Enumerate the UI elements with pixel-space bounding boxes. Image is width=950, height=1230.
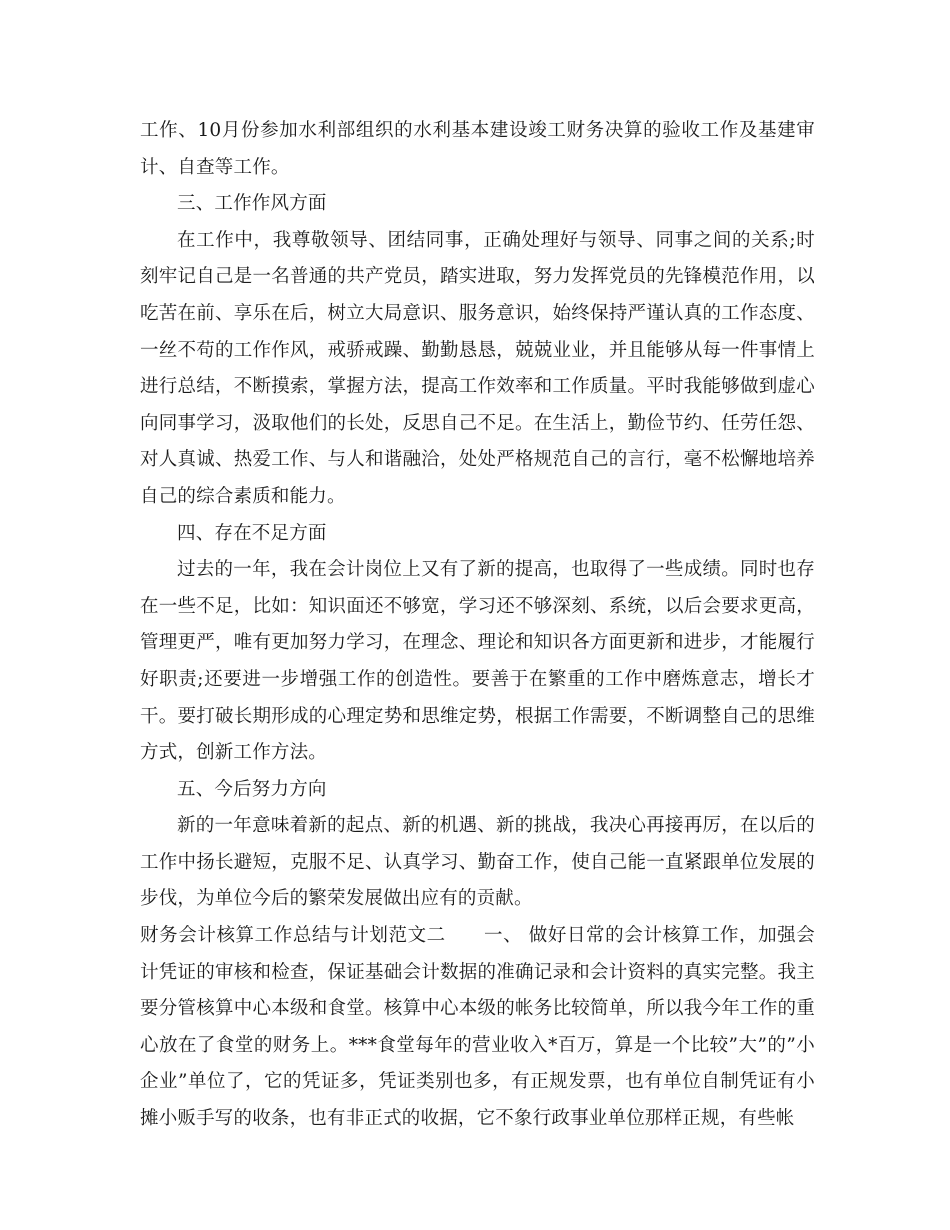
paragraph-sample-two: 财务会计核算工作总结与计划范文二 一、 做好日常的会计核算工作，加强会计凭证的审核和检查，保证基础会计数据的准确记录和会计资料的真实完整。我主要分管核算中心本级和食堂。核算中心本级的帐务比较简单，所以我今年工作的重心放在了食堂的财务上。***食堂每年的营业收入*百万，算是一个比较”大”的”小企业”单位了，它的凭证多，凭证类别也多，有正规发票，也有单位自制凭证有小摊小贩手写的收条，也有非正式的收据，它不象行政事业单位那样正规，有些帐 xyxy=(140,925,815,1130)
paragraph-future-direction: 新的一年意味着新的起点、新的机遇、新的挑战，我决心再接再厉，在以后的工作中扬长避短，克服不足、认真学习、勤奋工作，使自己能一直紧跟单位发展的步伐，为单位今后的繁荣发展做出应有的贡献。 xyxy=(140,815,815,910)
paragraph-shortcomings: 过去的一年，我在会计岗位上又有了新的提高，也取得了一些成绩。同时也存在一些不足，比如：知识面还不够宽，学习还不够深刻、系统，以后会要求更高，管理更严，唯有更加努力学习，在理念、理论和知识各方面更新和进步，才能履行好职责;还要进一步增强工作的创造性。要善于在繁重的工作中磨炼意志，增长才干。要打破长期形成的心理定势和思维定势，根据工作需要，不断调整自己的思维方式，创新工作方法。 xyxy=(140,559,815,764)
paragraph-work-style: 在工作中，我尊敬领导、团结同事，正确处理好与领导、同事之间的关系;时刻牢记自己是一名普通的共产党员，踏实进取，努力发挥党员的先锋模范作用，以吃苦在前、享乐在后，树立大局意识、服务意识，始终保持严谨认真的工作态度、一丝不苟的工作作风，戒骄戒躁、勤勤恳恳，兢兢业业，并且能够从每一件事情上进行总结，不断摸索，掌握方法，提高工作效率和工作质量。平时我能够做到虚心向同事学习，汲取他们的长处，反思自己不足。在生活上，勤俭节约、任劳任怨、对人真诚、热爱工作、与人和谐融洽，处处严格规范自己的言行，毫不松懈地培养自己的综合素质和能力。 xyxy=(140,229,815,507)
section-heading-work-style: 三、工作作风方面 xyxy=(177,193,327,215)
document-body xyxy=(140,113,815,1138)
section-heading-shortcomings: 四、存在不足方面 xyxy=(177,522,327,544)
paragraph-continuation: 工作、10月份参加水利部组织的水利基本建设竣工财务决算的验收工作及基建审计、自查等工作。 xyxy=(140,120,815,178)
section-heading-future-direction: 五、今后努力方向 xyxy=(177,778,327,800)
